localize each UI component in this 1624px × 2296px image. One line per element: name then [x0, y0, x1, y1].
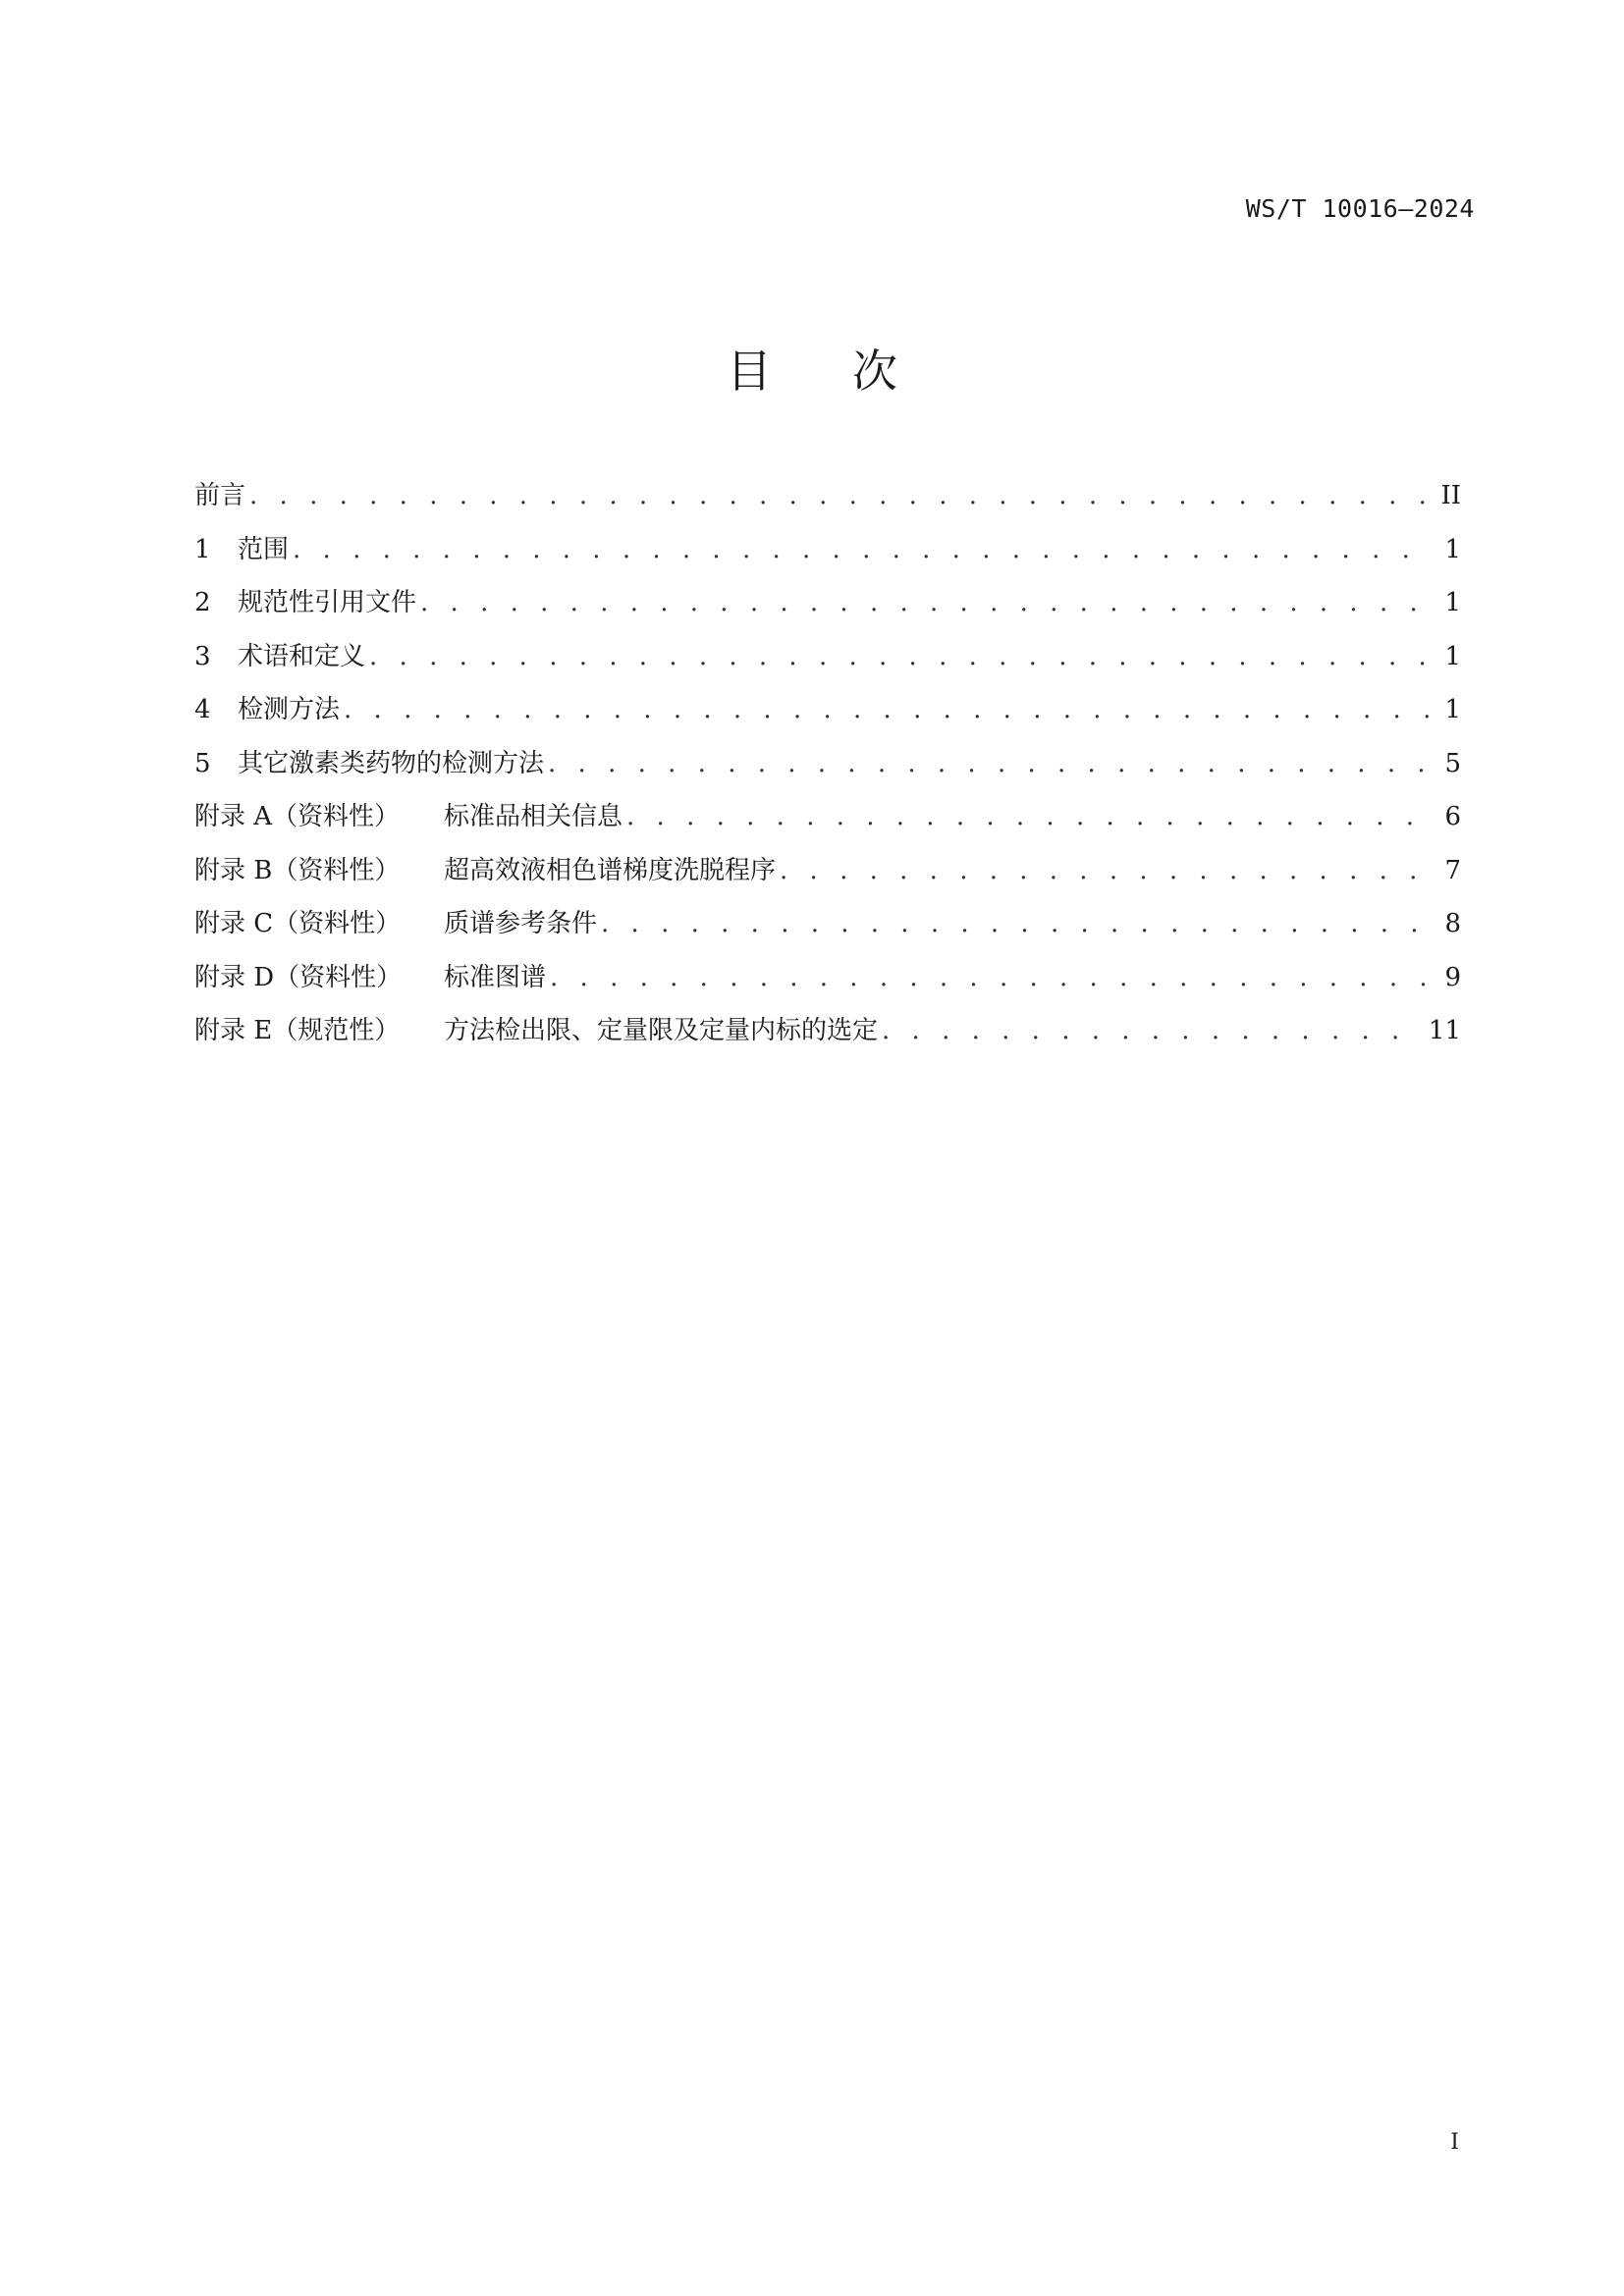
toc-appendix-tag: 附录 E（规范性）: [194, 1016, 401, 1045]
toc-entry-4[interactable]: [194, 689, 1461, 743]
toc-entry-page: 5: [1444, 748, 1461, 778]
toc-entry-appendix-a[interactable]: [194, 796, 1461, 850]
toc-entry-page: 7: [1444, 855, 1461, 885]
toc-leader-dots: [780, 856, 1432, 885]
toc-leader-dots: [249, 481, 1431, 510]
toc-entry-appendix-e[interactable]: [194, 1010, 1461, 1064]
toc-entry-3[interactable]: [194, 636, 1461, 690]
toc-entry-label: 规范性引用文件: [238, 588, 417, 617]
toc-entry-label: 标准图谱: [444, 962, 547, 992]
toc-entry-label: 标准品相关信息: [444, 802, 623, 831]
toc-leader-dots: [548, 749, 1432, 778]
toc-appendix-tag: 附录 D（资料性）: [194, 962, 403, 992]
page-number: I: [1450, 2130, 1459, 2155]
toc-entry-label: 前言: [194, 481, 246, 510]
toc-entry-label: 其它激素类药物的检测方法: [238, 748, 545, 778]
toc-entry-appendix-b[interactable]: [194, 850, 1461, 904]
toc-entry-page: 9: [1444, 962, 1461, 992]
toc-leader-dots: [550, 963, 1432, 992]
toc-entry-appendix-d[interactable]: [194, 957, 1461, 1011]
document-code: WS/T 10016—2024: [1245, 194, 1475, 223]
toc-entry-label: 方法检出限、定量限及定量内标的选定: [444, 1016, 879, 1045]
toc-entry-page: 1: [1444, 641, 1461, 671]
toc-leader-dots: [626, 802, 1432, 831]
toc-entry-page: II: [1440, 481, 1461, 510]
toc-leader-dots: [293, 535, 1432, 564]
toc-entry-preface[interactable]: [194, 475, 1461, 529]
toc-entry-page: 1: [1444, 588, 1461, 617]
toc-appendix-tag: 附录 C（资料性）: [194, 909, 402, 938]
toc-entry-number: 4: [194, 695, 211, 724]
toc-appendix-tag: 附录 B（资料性）: [194, 855, 401, 885]
toc-entry-page: 1: [1444, 695, 1461, 724]
toc-entry-number: 3: [194, 641, 211, 671]
toc-leader-dots: [344, 695, 1432, 724]
toc-entry-1[interactable]: [194, 529, 1461, 583]
toc-entry-label: 超高效液相色谱梯度洗脱程序: [444, 855, 777, 885]
toc-entry-number: 1: [194, 534, 211, 564]
toc-entry-number: 5: [194, 748, 211, 778]
toc-leader-dots: [420, 588, 1432, 617]
toc-entry-page: 11: [1428, 1016, 1461, 1045]
toc-entry-appendix-c[interactable]: [194, 903, 1461, 957]
toc-entry-number: 2: [194, 588, 211, 617]
toc-entry-label: 检测方法: [238, 695, 341, 724]
toc-leader-dots: [601, 909, 1432, 938]
toc-entry-page: 6: [1444, 802, 1461, 831]
toc-entry-2[interactable]: [194, 582, 1461, 636]
toc-leader-dots: [369, 642, 1432, 671]
toc-entry-page: 1: [1444, 534, 1461, 564]
toc-title: 目次: [727, 345, 978, 398]
toc-entry-page: 8: [1444, 909, 1461, 938]
toc-leader-dots: [882, 1016, 1419, 1045]
toc-entry-label: 术语和定义: [238, 641, 366, 671]
toc-appendix-tag: 附录 A（资料性）: [194, 802, 401, 831]
toc-list: [194, 475, 1461, 1064]
toc-entry-label: 范围: [238, 534, 290, 564]
toc-entry-5[interactable]: [194, 743, 1461, 797]
toc-entry-label: 质谱参考条件: [444, 909, 598, 938]
